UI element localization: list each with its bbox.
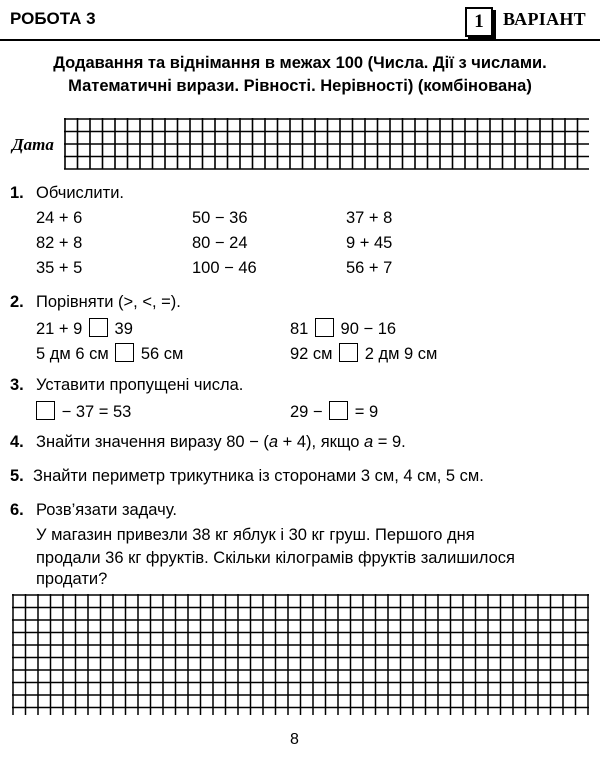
task-3-equation-a	[34, 401, 131, 422]
task-2-text: Порівняти (>, <, =).	[36, 293, 181, 311]
task-4-number: 4.	[10, 433, 24, 451]
task-3-equation-b	[290, 401, 378, 422]
task-2-comparison-b	[290, 318, 396, 339]
task-2-comparison-a	[36, 318, 133, 339]
task-3-b-right: = 9	[354, 403, 379, 421]
task-1-expr-r1c1: 24 + 6	[36, 209, 83, 227]
task-6-problem-line-2: продали 36 кг фруктів. Скільки кілограмів фруктів залишилося	[36, 549, 515, 567]
task-2-d-left: 92 см	[290, 345, 333, 363]
task-2-comparison-d	[290, 343, 437, 364]
answer-box[interactable]	[315, 318, 334, 337]
task-1-expr-r3c3: 56 + 7	[346, 259, 393, 277]
date-label: Дата	[12, 135, 54, 154]
task-6-text: Розв’язати задачу.	[36, 501, 177, 519]
subject-line-2: Математичні вирази. Рівності. Нерівності) (комбінована)	[68, 77, 532, 95]
task-6-problem-line-3: продати?	[36, 570, 108, 588]
task-1-expr-r3c2: 100 − 46	[192, 259, 257, 277]
task-2-c-right: 56 см	[140, 345, 184, 363]
subject-line-1: Додавання та віднімання в межах 100 (Числа. Дії з числами.	[53, 54, 547, 72]
task-5-text: Знайти периметр трикутника із сторонами 3 см, 4 см, 5 см.	[33, 467, 484, 485]
subject-title	[0, 52, 600, 98]
task-5-number: 5.	[10, 467, 24, 485]
task-2-a-left: 21 + 9	[36, 320, 83, 338]
task-2-b-left: 81	[290, 320, 309, 338]
task-4-text-after: = 9.	[373, 433, 406, 451]
variant-label: ВАРІАНТ	[503, 9, 586, 29]
answer-grid[interactable]	[12, 594, 590, 716]
task-2-number: 2.	[10, 293, 24, 311]
date-grid	[64, 118, 590, 170]
task-1-expr-r2c2: 80 − 24	[192, 234, 248, 252]
task-2-b-right: 90 − 16	[340, 320, 397, 338]
task-1-expr-r3c1: 35 + 5	[36, 259, 83, 277]
task-3-number: 3.	[10, 376, 24, 394]
task-2-d-right: 2 дм 9 см	[364, 345, 438, 363]
answer-box[interactable]	[36, 401, 55, 420]
task-4-text-before: Знайти значення виразу 80 − (	[36, 433, 269, 451]
task-4-text-mid: + 4), якщо	[278, 433, 364, 451]
task-1-text: Обчислити.	[36, 184, 125, 202]
task-1-expr-r1c2: 50 − 36	[192, 209, 248, 227]
page-number: 8	[290, 731, 299, 748]
header-divider	[0, 39, 600, 41]
task-2-comparison-c	[36, 343, 183, 364]
work-title: РОБОТА 3	[10, 9, 96, 28]
task-1-expr-r2c3: 9 + 45	[346, 234, 393, 252]
task-1-number: 1.	[10, 184, 24, 202]
task-1-expr-r2c1: 82 + 8	[36, 234, 83, 252]
task-3-b-left: 29 −	[290, 403, 323, 421]
task-4-var-a2: а	[364, 433, 374, 451]
answer-box[interactable]	[339, 343, 358, 362]
task-6-problem-line-1: У магазин привезли 38 кг яблук і 30 кг груш. Першого дня	[36, 526, 475, 544]
answer-box[interactable]	[329, 401, 348, 420]
answer-box[interactable]	[115, 343, 134, 362]
task-4-text	[36, 433, 406, 452]
task-3-text: Уставити пропущені числа.	[36, 376, 244, 394]
task-3-a-right: − 37 = 53	[61, 403, 132, 421]
task-2-a-right: 39	[114, 320, 133, 338]
task-6-number: 6.	[10, 501, 24, 519]
task-2-c-left: 5 дм 6 см	[36, 345, 109, 363]
task-1-expr-r1c3: 37 + 8	[346, 209, 393, 227]
task-4-var-a: а	[268, 433, 279, 451]
variant-number-box: 1	[465, 7, 493, 37]
answer-box[interactable]	[89, 318, 108, 337]
